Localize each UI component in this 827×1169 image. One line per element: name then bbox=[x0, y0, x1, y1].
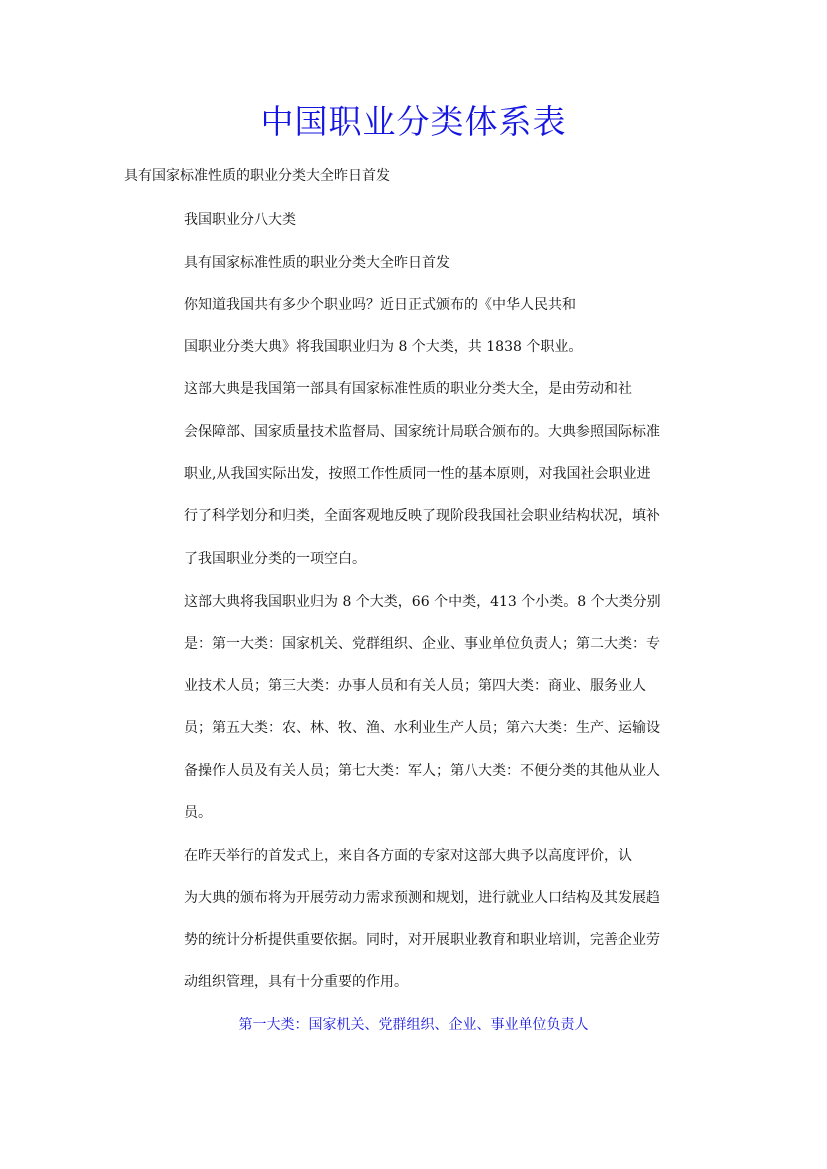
body-line: 我国职业分八大类 bbox=[184, 212, 296, 228]
section-heading: 第一大类：国家机关、党群组织、企业、事业单位负责人 bbox=[238, 1017, 589, 1033]
body-line: 备操作人员及有关人员；第七大类：军人；第八大类：不便分类的其他从业人 bbox=[184, 763, 660, 779]
body-line: 职业,从我国实际出发，按照工作性质同一性的基本原则，对我国社会职业进 bbox=[184, 466, 651, 482]
body-line: 为大典的颁布将为开展劳动力需求预测和规划，进行就业人口结构及其发展趋 bbox=[184, 890, 660, 906]
body-line: 动组织管理，具有十分重要的作用。 bbox=[184, 974, 408, 990]
body-line: 这部大典将我国职业归为 8 个大类，66 个中类，413 个小类。8 个大类分别 bbox=[184, 594, 661, 610]
body-line: 会保障部、国家质量技术监督局、国家统计局联合颁布的。大典参照国际标准 bbox=[184, 424, 660, 440]
body-line: 国职业分类大典》将我国职业归为 8 个大类，共 1838 个职业。 bbox=[184, 339, 583, 355]
body-line: 了我国职业分类的一项空白。 bbox=[184, 551, 366, 567]
page-title: 中国职业分类体系表 bbox=[260, 102, 567, 141]
body-line: 在昨天举行的首发式上，来自各方面的专家对这部大典予以高度评价，认 bbox=[184, 848, 632, 864]
body-line: 员；第五大类：农、林、牧、渔、水利业生产人员；第六大类：生产、运输设 bbox=[184, 720, 660, 736]
body-line: 是：第一大类：国家机关、党群组织、企业、事业单位负责人；第二大类：专 bbox=[184, 636, 660, 652]
subtitle: 具有国家标准性质的职业分类大全昨日首发 bbox=[124, 168, 390, 184]
body-line: 这部大典是我国第一部具有国家标准性质的职业分类大全，是由劳动和社 bbox=[184, 381, 632, 397]
body-line: 员。 bbox=[184, 805, 212, 821]
body-line: 业技术人员；第三大类：办事人员和有关人员；第四大类：商业、服务业人 bbox=[184, 678, 646, 694]
body-line: 行了科学划分和归类，全面客观地反映了现阶段我国社会职业结构状况，填补 bbox=[184, 508, 660, 524]
body-line: 具有国家标准性质的职业分类大全昨日首发 bbox=[184, 255, 450, 271]
body-line: 你知道我国共有多少个职业吗？近日正式颁布的《中华人民共和 bbox=[184, 297, 576, 313]
body-line: 势的统计分析提供重要依据。同时，对开展职业教育和职业培训，完善企业劳 bbox=[184, 932, 660, 948]
